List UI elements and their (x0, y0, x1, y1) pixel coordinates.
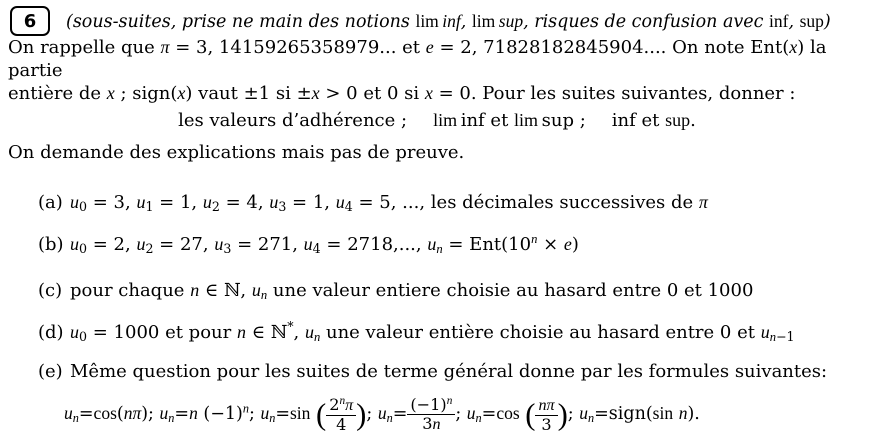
item-label: (d) (38, 322, 64, 343)
list-item-a (38, 190, 866, 215)
item-label: (b) (38, 234, 64, 255)
exercise-header (8, 6, 866, 36)
list-item-b (38, 232, 866, 257)
intro-line-1: On rappelle que π = 3, 14159265358979... et e = 2, 71828182845904.... On note Ent(x) la partie (8, 37, 827, 81)
item-content: $u_0 = 2$, $u_2 = 27$, $u_3 = 271$, $u_4 = 2718$,..., $u_n = Ent(10^n \times e)$ (70, 232, 579, 257)
item-content: $u_0 = 3$, $u_1 = 1$, $u_2 = 4$, $u_3 = 1$, $u_4 = 5$, ..., les décimales successives de π (70, 192, 708, 215)
item-content: pour chaque n ∈ ℕ, $u_n$ une valeur entiere choisie au hasard entre 0 et 1000 (70, 280, 754, 303)
item-label: (c) (38, 280, 63, 301)
exercise-number-box (10, 6, 50, 36)
exercise-title: (sous-suites, prise ne main des notions lim inf, lim sup, risques de confusion avec inf, sup) (66, 10, 831, 32)
list-item-d (38, 320, 866, 345)
formula-line: $u_n=\cos(n\pi)$; $u_n=n$ $(-1)^n$; $u_n=\sin$ ( $\frac{2^n\pi}{4}$ ); $u_n=$ $\frac{(-1)^n}{3n}$ ; $u_n=\cos$ ( $\frac{n\pi}{3}$ ); $u_n=sign(\sin$ n). (64, 394, 700, 434)
item-content: Même question pour les suites de terme général donne par les formules suivantes: (70, 361, 828, 382)
list-item-c (38, 278, 866, 303)
item-label: (a) (38, 192, 63, 213)
intro-line-2: entière de x ; sign(x) vaut ±1 si ±x > 0 et 0 si x = 0. Pour les suites suivantes, donner : (8, 83, 796, 104)
tasks-line: les valeurs d’adhérence ; lim inf et lim sup ; inf et sup. (178, 110, 696, 131)
item-label: (e) (38, 361, 63, 382)
exercise-number: 6 (23, 10, 37, 32)
list-item-e (38, 360, 866, 384)
note-line: On demande des explications mais pas de preuve. (8, 142, 465, 163)
item-content: $u_0 = 1000$ et pour n ∈ ℕ*, $u_n$ une valeur entière choisie au hasard entre 0 et $u_{n-1}$ (70, 319, 795, 345)
